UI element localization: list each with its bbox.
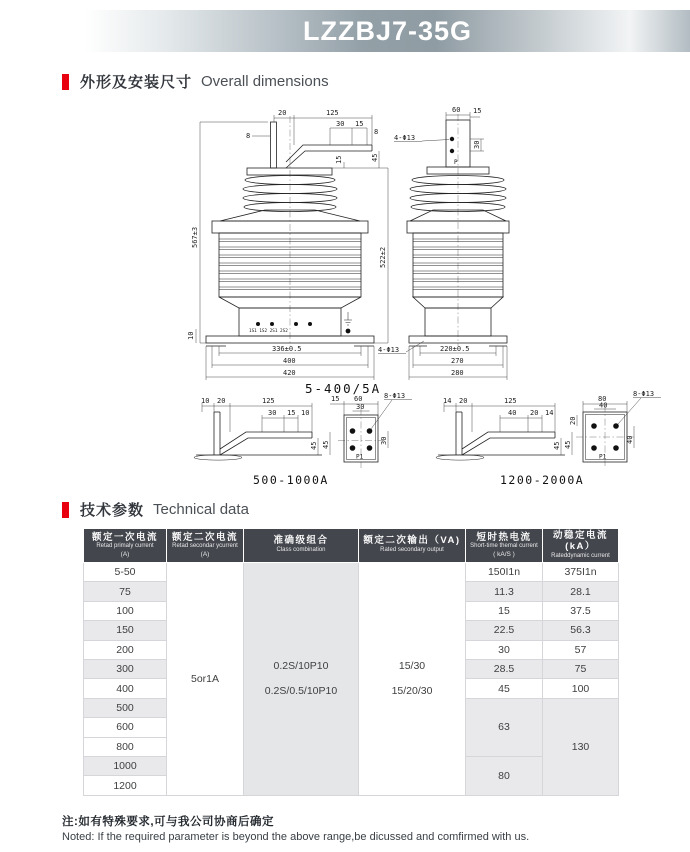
- dim-label: 220±0.5: [440, 345, 470, 353]
- dim-label: 15: [331, 395, 340, 403]
- cell-primary: 500: [84, 698, 167, 717]
- dim-label: 20: [217, 397, 226, 405]
- cell-thermal-merged: 80: [466, 756, 543, 795]
- hole-callout: 8-Φ13: [384, 392, 406, 400]
- dim-label: 125: [326, 109, 339, 117]
- section-title-zh: 技术参数: [80, 502, 145, 519]
- cell-primary: 75: [84, 582, 167, 601]
- cell-thermal: 15: [466, 601, 543, 620]
- section-title-en: Overall dimensions: [201, 73, 329, 90]
- cell-thermal: 45: [466, 679, 543, 698]
- ground-symbol: [344, 312, 352, 333]
- cell-dynamic: 375I1n: [543, 563, 619, 582]
- dimension-drawing: [0, 100, 690, 492]
- hole-callout-top: 4-Φ13: [394, 134, 416, 142]
- section-title-zh: 外形及安装尺寸: [80, 74, 193, 91]
- dim-label: 567±3: [191, 226, 199, 248]
- cell-primary: 1200: [84, 776, 167, 795]
- front-view-dimensions: [187, 109, 424, 380]
- cell-thermal: 11.3: [466, 582, 543, 601]
- cell-primary: 5-50: [84, 563, 167, 582]
- drawing-caption-main: 5-400/5A: [305, 381, 382, 396]
- dim-label: 40: [599, 401, 608, 410]
- cell-primary: 800: [84, 737, 167, 756]
- header-dynamic-current: 动稳定电流(kA） Rateddynamic current: [543, 529, 619, 563]
- detail-1200-2000: [436, 390, 661, 487]
- side-view-outline: [407, 114, 509, 346]
- cell-dynamic: 57: [543, 640, 619, 659]
- dim-label: 20: [278, 109, 287, 117]
- page-title: LZZBJ7-35G: [85, 10, 690, 52]
- dim-label: 420: [283, 369, 296, 377]
- dim-label: 20: [569, 416, 577, 425]
- header-thermal-current: 短时热电流 Short-time themal current ( kA/S ): [466, 529, 543, 563]
- dim-label: 10: [187, 331, 195, 340]
- dim-label: 45: [310, 441, 318, 450]
- dim-label: 45: [322, 440, 330, 449]
- dim-label: 125: [262, 397, 275, 405]
- cell-thermal-merged: 63: [466, 698, 543, 756]
- cell-primary: 300: [84, 659, 167, 678]
- header-secondary-current: 额定二次电流 Retad secondar ycurrent (A): [167, 529, 244, 563]
- detail-caption: 500-1000A: [253, 473, 329, 487]
- cell-thermal: 28.5: [466, 659, 543, 678]
- dim-label: 80: [598, 395, 607, 403]
- dim-label: 45: [371, 153, 379, 162]
- cell-primary: 1000: [84, 756, 167, 775]
- cell-dynamic: 75: [543, 659, 619, 678]
- technical-data-table: [83, 528, 619, 796]
- detail-caption: 1200-2000A: [500, 473, 585, 487]
- cell-primary: 100: [84, 601, 167, 620]
- dim-label: 15: [473, 107, 482, 115]
- cell-primary: 600: [84, 718, 167, 737]
- cell-thermal: 150I1n: [466, 563, 543, 582]
- table-header-row: [84, 529, 619, 563]
- cell-dynamic-merged: 130: [543, 698, 619, 795]
- pad-label: P1: [599, 453, 607, 461]
- cell-dynamic: 56.3: [543, 621, 619, 640]
- dim-label: 15: [287, 409, 296, 417]
- note-zh: 注:如有特殊要求,可与我公司协商后确定: [62, 816, 275, 828]
- cell-dynamic: 37.5: [543, 601, 619, 620]
- section-heading-technical: [62, 499, 249, 520]
- side-view-dimensions: [394, 106, 507, 380]
- hole-callout-bottom: 4-Φ13: [378, 346, 400, 354]
- dim-label: 30: [380, 436, 388, 445]
- red-accent-bar: [62, 74, 69, 90]
- terminal-labels: 1S1 1S2 2S1 2S2: [249, 329, 288, 334]
- header-secondary-output: 额定二次输出（VA) Rated secondary output: [359, 529, 466, 563]
- cell-primary: 150: [84, 621, 167, 640]
- cell-secondary-output: 15/30 15/20/30: [359, 563, 466, 796]
- dim-label: 10: [301, 409, 310, 417]
- dim-label: 60: [452, 106, 461, 114]
- dim-label: 8: [374, 128, 379, 136]
- dim-label: 10: [201, 397, 210, 405]
- dim-label: 20: [459, 397, 468, 405]
- hole-callout: 8-Φ13: [633, 390, 655, 398]
- terminal-p-label: P: [454, 159, 458, 166]
- note-en: Noted: If the required parameter is beyond the above range,be dicussed and comfirmed with us.: [62, 831, 530, 843]
- dim-label: 522±2: [379, 246, 387, 268]
- footer-notes: [62, 813, 529, 843]
- cell-thermal: 22.5: [466, 621, 543, 640]
- dim-label: 30: [473, 140, 481, 149]
- dim-label: 15: [335, 155, 343, 164]
- dim-label: 125: [504, 397, 517, 405]
- dim-label: 40: [508, 409, 517, 417]
- cell-class-combination: 0.2S/10P10 0.2S/0.5/10P10: [244, 563, 359, 796]
- cell-primary: 400: [84, 679, 167, 698]
- dim-label: 30: [268, 409, 277, 417]
- dim-label: 45: [553, 441, 561, 450]
- pad-label: P1: [356, 453, 364, 461]
- red-accent-bar: [62, 502, 69, 518]
- detail-500-1000: [194, 392, 412, 487]
- front-view-outline: [206, 116, 374, 346]
- table-row: [84, 563, 619, 582]
- cell-dynamic: 100: [543, 679, 619, 698]
- dim-label: 45: [564, 440, 572, 449]
- dim-label: 280: [451, 369, 464, 377]
- cell-secondary-current: 5or1A: [167, 563, 244, 796]
- section-title-en: Technical data: [153, 501, 249, 518]
- header-primary-current: 额定一次电流 Retad primaly current (A): [84, 529, 167, 563]
- dim-label: 336±0.5: [272, 345, 302, 353]
- cell-dynamic: 28.1: [543, 582, 619, 601]
- dim-label: 8: [246, 132, 251, 140]
- technical-data-table-wrap: [83, 528, 619, 796]
- dim-label: 20: [530, 409, 539, 417]
- dim-label: 14: [443, 397, 452, 405]
- dim-label: 15: [355, 120, 364, 128]
- dim-label: 400: [283, 357, 296, 365]
- dim-label: 14: [545, 409, 554, 417]
- dim-label: 30: [356, 403, 365, 411]
- dim-label: 30: [336, 120, 345, 128]
- dim-label: 40: [626, 435, 634, 444]
- section-heading-dimensions: [62, 71, 329, 92]
- cell-thermal: 30: [466, 640, 543, 659]
- cell-primary: 200: [84, 640, 167, 659]
- dim-label: 270: [451, 357, 464, 365]
- dim-label: 60: [354, 395, 363, 403]
- header-class-combination: 准确级组合 Class combination: [244, 529, 359, 563]
